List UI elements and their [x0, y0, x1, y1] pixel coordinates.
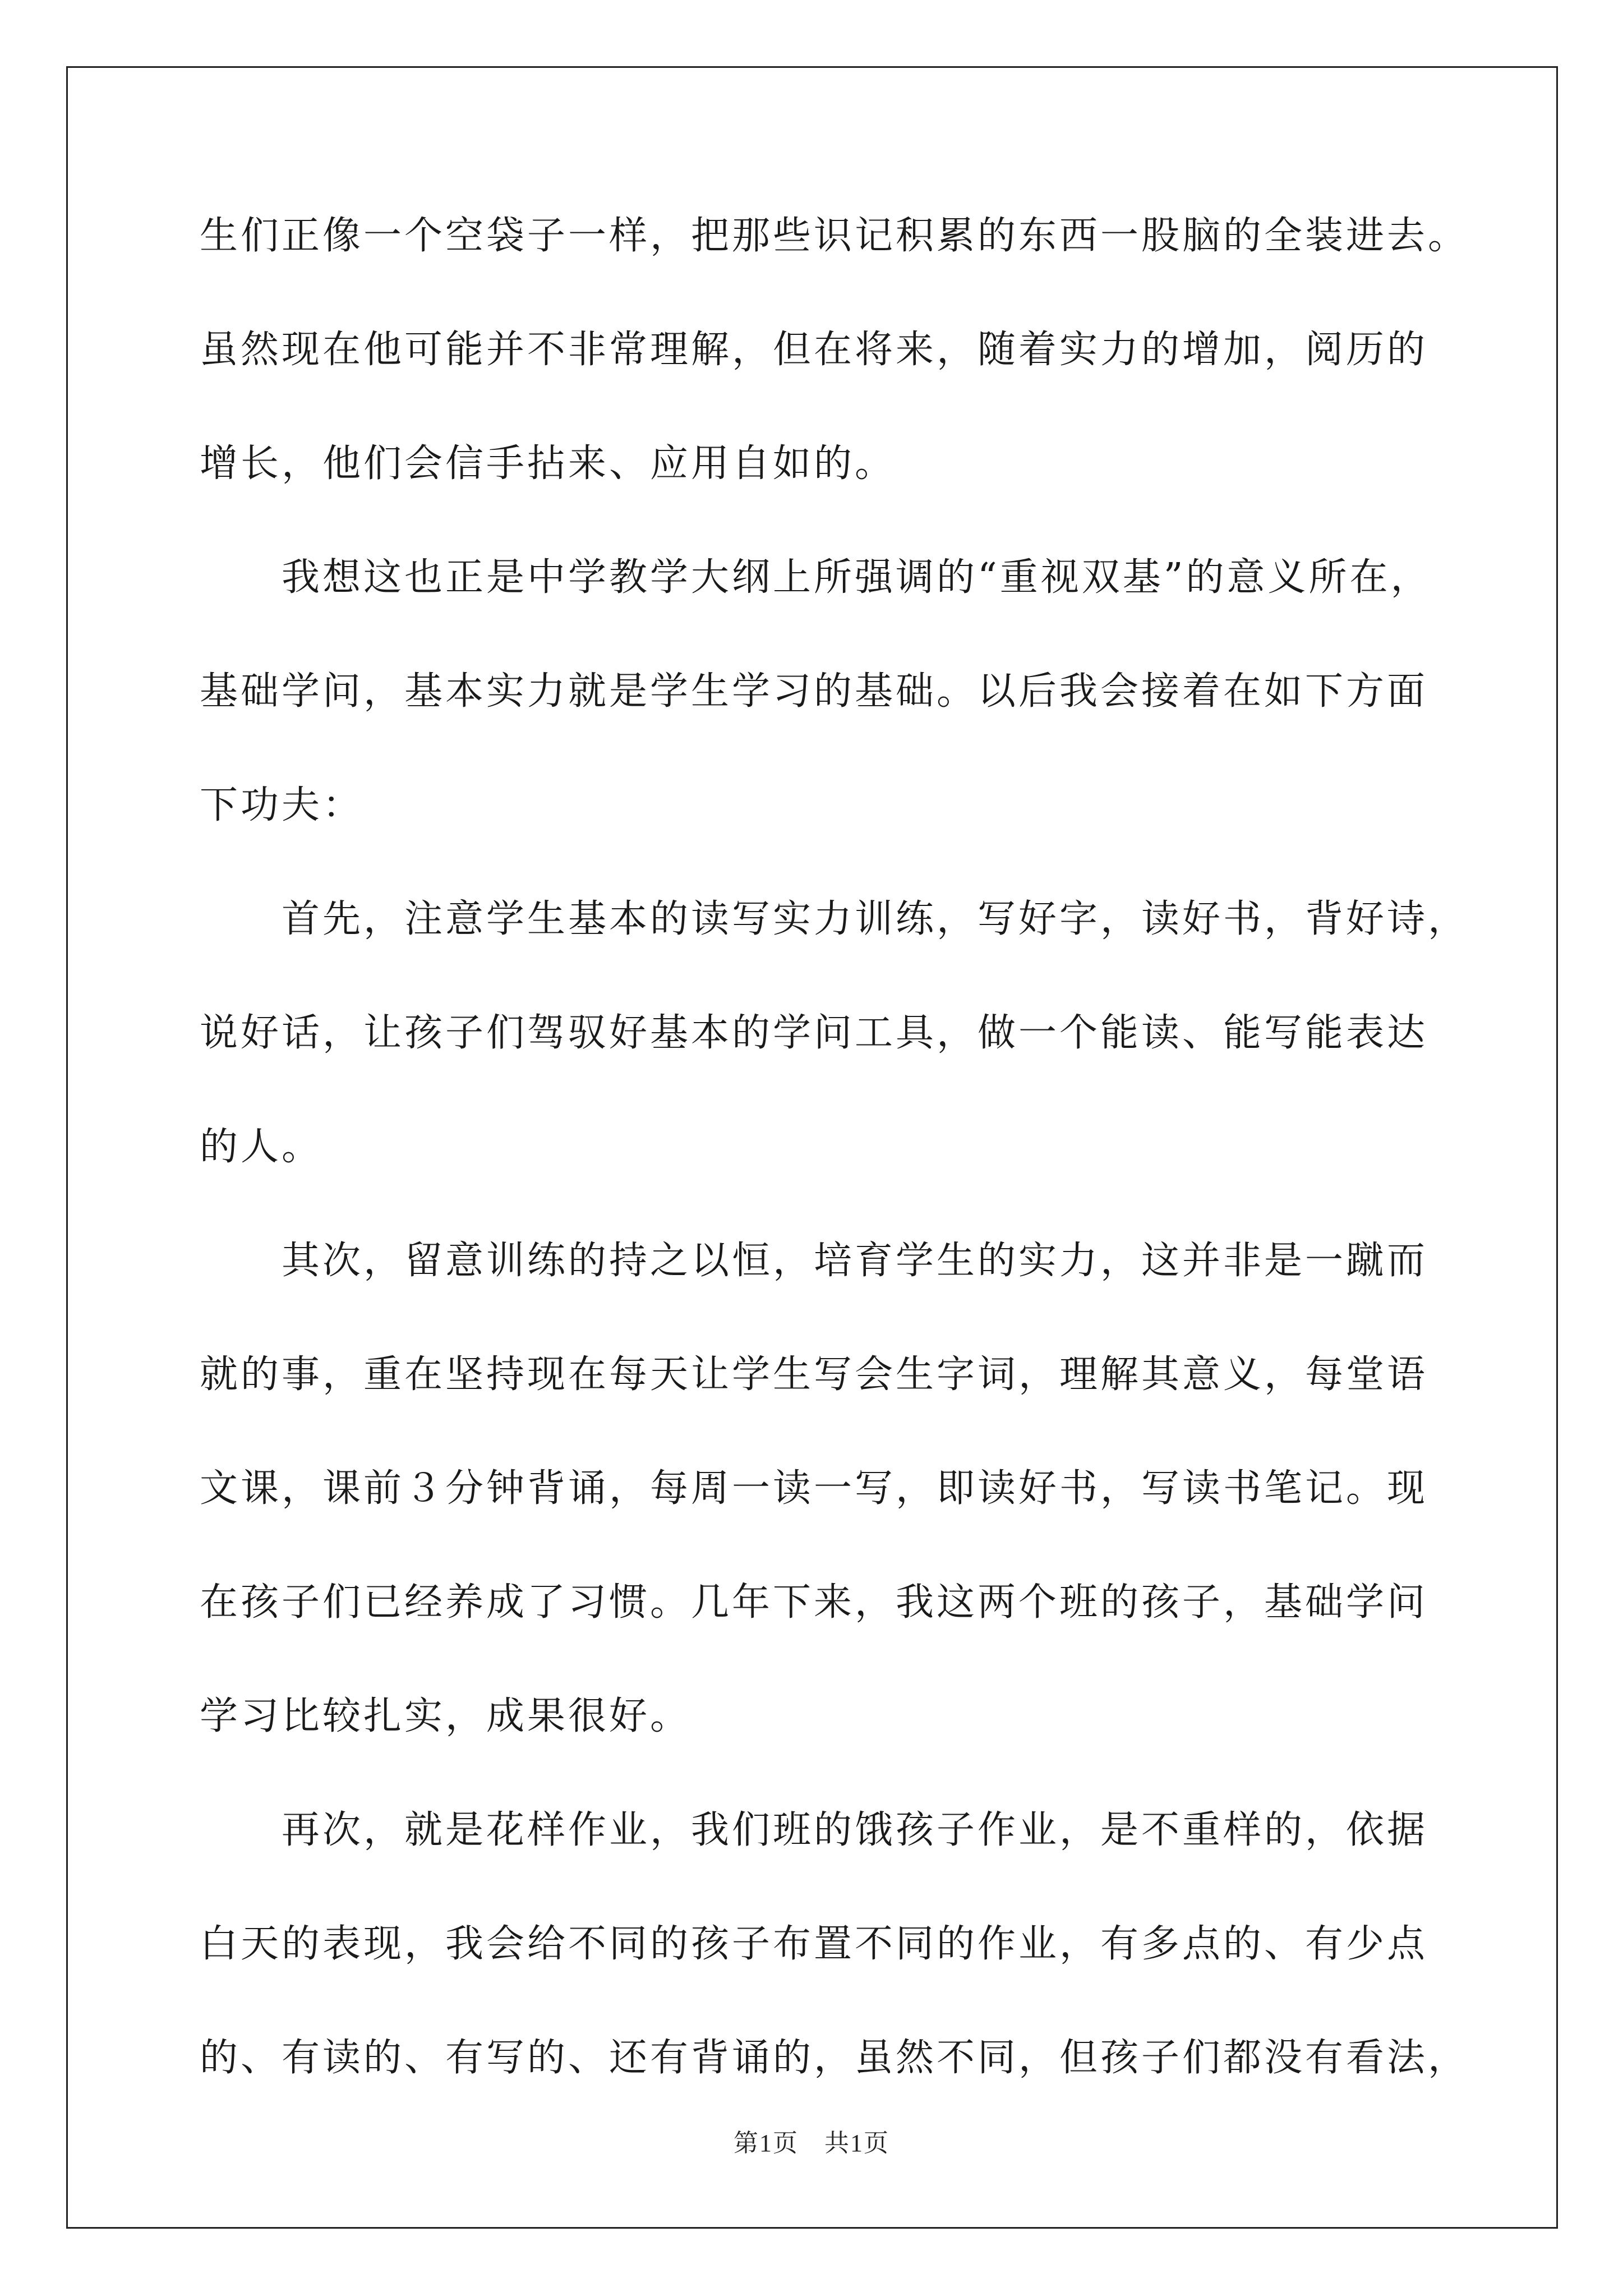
text-line: 其次，留意训练的持之以恒，培育学生的实力，这并非是一蹴而	[282, 1239, 1428, 1283]
text-line: 在孩子们已经养成了习惯。几年下来，我这两个班的孩子，基础学问	[200, 1580, 1428, 1625]
text-line: 的、有读的、有写的、还有背诵的，虽然不同，但孩子们都没有看法，	[200, 2036, 1469, 2080]
text-line: 学习比较扎实，成果很好。	[200, 1694, 691, 1738]
text-line: 虽然现在他可能并不非常理解，但在将来，随着实力的增加，阅历的	[200, 328, 1428, 372]
text-line: 文课，课前３分钟背诵，每周一读一写，即读好书，写读书笔记。现	[200, 1466, 1428, 1511]
page-footer: 第1页 共1页	[734, 2129, 889, 2157]
text-line: 下功夫：	[200, 783, 364, 827]
text-line: 白天的表现，我会给不同的孩子布置不同的作业，有多点的、有少点	[200, 1922, 1428, 1966]
text-line: 生们正像一个空袋子一样，把那些识记积累的东西一股脑的全装进去。	[200, 214, 1469, 258]
text-line: 的人。	[200, 1125, 323, 1169]
text-line: 增长，他们会信手拈来、应用自如的。	[200, 441, 896, 486]
text-line: 我想这也正是中学教学大纲上所强调的“重视双基”的意义所在，	[282, 555, 1432, 600]
text-line: 再次，就是花样作业，我们班的饿孩子作业，是不重样的，依据	[282, 1808, 1428, 1852]
text-line: 就的事，重在坚持现在每天让学生写会生字词，理解其意义，每堂语	[200, 1352, 1428, 1397]
text-line: 基础学问，基本实力就是学生学习的基础。以后我会接着在如下方面	[200, 669, 1428, 714]
text-line: 首先，注意学生基本的读写实力训练，写好字，读好书，背好诗，	[282, 897, 1469, 941]
text-line: 说好话，让孩子们驾驭好基本的学问工具，做一个能读、能写能表达	[200, 1011, 1428, 1055]
